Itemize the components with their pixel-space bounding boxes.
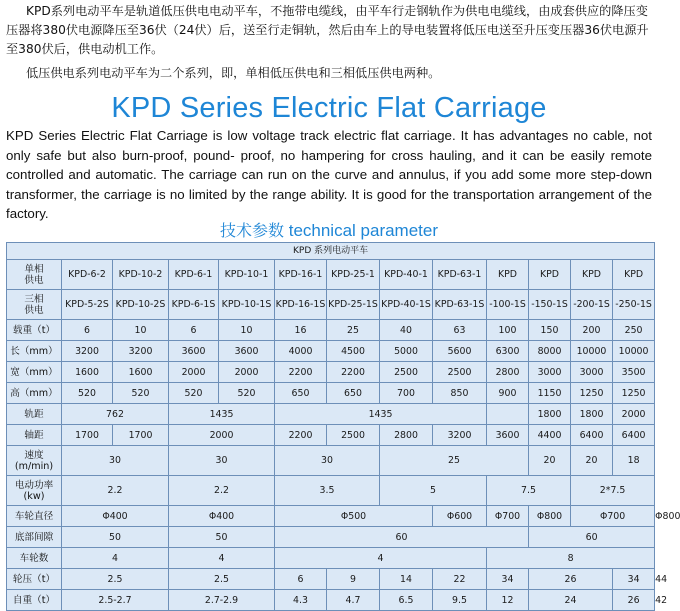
table-cell: 3600 (487, 425, 529, 446)
table-cell: 2800 (380, 425, 433, 446)
table-cell: 1435 (275, 404, 487, 425)
table-cell: 10000 (613, 341, 655, 362)
table-cell: 520 (169, 383, 219, 404)
table-cell: KPD-6-1S (169, 290, 219, 320)
table-cell: 3600 (169, 341, 219, 362)
table-cell: 850 (433, 383, 487, 404)
table-cell: 63 (433, 320, 487, 341)
table-cell: 1600 (113, 362, 169, 383)
table-cell: 2500 (380, 362, 433, 383)
table-cell: KPD-16-1S (275, 290, 327, 320)
table-cell: 22 (433, 569, 487, 590)
table-cell: 3.5 (275, 476, 380, 506)
table-cell: 14 (380, 569, 433, 590)
table-cell: 2.2 (169, 476, 275, 506)
table-cell: 1800 (571, 404, 613, 425)
table-cell: 34 (487, 569, 529, 590)
table-row-clearance (7, 527, 655, 548)
table-row-three-phase (7, 290, 655, 320)
row-label-wheel-pressure: 轮压（t） (7, 569, 62, 590)
table-cell: -100-1S (487, 290, 529, 320)
table-row-wheel-diameter: 车轮直径 Φ400 Φ400 Φ500 Φ600 Φ700 Φ800 Φ700 Φ800 (7, 506, 655, 527)
table-cell: 26 (529, 569, 613, 590)
table-cell: 20 (529, 446, 571, 476)
table-cell: 2200 (275, 362, 327, 383)
table-cell: 5000 (380, 341, 433, 362)
table-cell: -250-1S (613, 290, 655, 320)
table-cell: 1250 (613, 383, 655, 404)
table-cell: 12 (487, 590, 529, 611)
table-cell: 6400 (613, 425, 655, 446)
table-cell: 2000 (219, 362, 275, 383)
table-cell: 40 (380, 320, 433, 341)
table-cell: 700 (380, 383, 433, 404)
table-cell: 4000 (275, 341, 327, 362)
table-row-width (7, 362, 655, 383)
table-cell: 3000 (571, 362, 613, 383)
table-cell: 5600 (433, 341, 487, 362)
table-cell: 3200 (113, 341, 169, 362)
table-cell: KPD-6-1 (169, 260, 219, 290)
table-cell: 6 (275, 569, 327, 590)
table-cell: 4500 (327, 341, 380, 362)
table-cell: 24 (529, 590, 613, 611)
table-cell: Φ700 (571, 506, 655, 527)
table-cell: 2500 (433, 362, 487, 383)
row-label-weight: 自重（t） (7, 590, 62, 611)
table-cell: 1800 (529, 404, 571, 425)
table-row-gauge (7, 404, 655, 425)
row-label-clearance: 底部间隙 (7, 527, 62, 548)
table-caption-row (7, 243, 655, 260)
table-cell: Φ400 (62, 506, 169, 527)
table-cell: -150-1S (529, 290, 571, 320)
table-cell: 1435 (169, 404, 275, 425)
table-cell: 3000 (529, 362, 571, 383)
table-cell: KPD-25-1S (327, 290, 380, 320)
table-cell: 762 (62, 404, 169, 425)
table-cell: KPD (487, 260, 529, 290)
intro-paragraph-cn-1: KPD系列电动平车是轨道低压供电电动平车，不拖带电缆线，由平车行走钢轨作为供电电缆线，由成套供应的降压变压器将380伏电源降压至36伏（24伏）后，送至行走铜轨，然后由车上的导电装置将低压电送至升压变压器36伏电源升至380伏后，供电动机工作。 (6, 4, 649, 56)
table-cell: KPD-40-1S (380, 290, 433, 320)
table-row-wheel-pressure: 轮压（t） 2.5 2.5 6 9 14 22 34 26 34 44 (7, 569, 655, 590)
table-row-load (7, 320, 655, 341)
table-cell: 1700 (62, 425, 113, 446)
table-cell: 8 (487, 548, 655, 569)
table-title-en: technical parameter (288, 221, 439, 240)
table-cell: 2.5 (62, 569, 169, 590)
table-cell: 520 (113, 383, 169, 404)
table-cell: 50 (169, 527, 275, 548)
table-cell: 6 (169, 320, 219, 341)
table-cell: KPD-6-2 (62, 260, 113, 290)
table-cell: 60 (275, 527, 529, 548)
row-label-wheel-count: 车轮数 (7, 548, 62, 569)
row-label-load: 载重（t） (7, 320, 62, 341)
table-cell: 2.5 (169, 569, 275, 590)
table-cell: 650 (275, 383, 327, 404)
table-cell: KPD-25-1 (327, 260, 380, 290)
table-row-weight: 自重（t） 2.5-2.7 2.7-2.9 4.3 4.7 6.5 9.5 12 24 26 42 (7, 590, 655, 611)
table-cell: KPD-10-1 (219, 260, 275, 290)
table-cell: KPD-16-1 (275, 260, 327, 290)
table-cell: 2000 (169, 425, 275, 446)
table-cell: 3200 (433, 425, 487, 446)
table-cell: -200-1S (571, 290, 613, 320)
row-label-wheel-diameter: 车轮直径 (7, 506, 62, 527)
table-cell: 200 (571, 320, 613, 341)
table-cell: 2000 (613, 404, 655, 425)
table-row-length (7, 341, 655, 362)
row-label-single-phase: 单相 供电 (7, 260, 62, 290)
table-caption: KPD 系列电动平车 (7, 243, 655, 260)
table-cell: KPD-63-1S (433, 290, 487, 320)
table-row-wheelbase (7, 425, 655, 446)
table-cell: 2800 (487, 362, 529, 383)
table-cell: 4 (275, 548, 487, 569)
table-cell: 10 (219, 320, 275, 341)
table-row-single-phase (7, 260, 655, 290)
table-cell: 2000 (169, 362, 219, 383)
row-label-power: 电动功率 (kw) (7, 476, 62, 506)
table-cell: 4400 (529, 425, 571, 446)
table-cell: 250 (613, 320, 655, 341)
table-cell: 60 (529, 527, 655, 548)
table-cell: KPD-10-2 (113, 260, 169, 290)
table-row-power (7, 476, 655, 506)
table-cell: 1250 (571, 383, 613, 404)
table-cell: 1700 (113, 425, 169, 446)
table-cell: 9 (327, 569, 380, 590)
table-cell: 4 (169, 548, 275, 569)
table-cell: Φ700 (487, 506, 529, 527)
table-cell: 30 (169, 446, 275, 476)
table-cell: 2*7.5 (571, 476, 655, 506)
table-cell: 2200 (275, 425, 327, 446)
table-cell: 150 (529, 320, 571, 341)
table-row-height (7, 383, 655, 404)
table-cell: 10000 (571, 341, 613, 362)
table-cell: KPD-10-2S (113, 290, 169, 320)
table-cell: 650 (327, 383, 380, 404)
table-cell: 520 (62, 383, 113, 404)
table-cell (487, 404, 529, 425)
table-cell: KPD-40-1 (380, 260, 433, 290)
table-cell: KPD-63-1 (433, 260, 487, 290)
table-cell: KPD-5-2S (62, 290, 113, 320)
row-label-width: 宽（mm） (7, 362, 62, 383)
table-cell: 3200 (62, 341, 113, 362)
table-cell: 2.7-2.9 (169, 590, 275, 611)
table-cell: 1150 (529, 383, 571, 404)
table-cell: 9.5 (433, 590, 487, 611)
table-title-cn: 技术参数 (219, 221, 284, 240)
row-label-length: 长（mm） (7, 341, 62, 362)
table-cell: 100 (487, 320, 529, 341)
table-row-speed (7, 446, 655, 476)
table-cell: 30 (62, 446, 169, 476)
table-cell: 4 (62, 548, 169, 569)
table-cell: KPD (529, 260, 571, 290)
table-cell: 50 (62, 527, 169, 548)
table-cell: 18 (613, 446, 655, 476)
table-cell: 6 (62, 320, 113, 341)
table-cell: 34 (613, 569, 655, 590)
table-title (0, 218, 658, 241)
table-cell: 8000 (529, 341, 571, 362)
row-label-three-phase: 三相 供电 (7, 290, 62, 320)
table-cell: 6.5 (380, 590, 433, 611)
table-cell: KPD (571, 260, 613, 290)
table-cell: 1600 (62, 362, 113, 383)
row-label-speed: 速度 (m/min) (7, 446, 62, 476)
table-cell: Φ800 (529, 506, 571, 527)
table-cell: KPD (613, 260, 655, 290)
intro-paragraph-en: KPD Series Electric Flat Carriage is low voltage track electric flat carriage. It has advantages no cable, not only safe but also burn-proof, pound- proof, no hampering for cross hauling, and it can be easily remote controlled and automatic. The carriage can run on the curve and annulus, if you add some more step-down transformer, the carriage is no limited by the range ability. It is good for the transportation arrangement of the factory. (6, 128, 652, 221)
table-cell: 900 (487, 383, 529, 404)
row-label-gauge: 轨距 (7, 404, 62, 425)
table-cell: Φ600 (433, 506, 487, 527)
table-cell: 30 (275, 446, 380, 476)
table-row-wheel-count (7, 548, 655, 569)
table-cell: KPD-10-1S (219, 290, 275, 320)
spec-table (6, 242, 680, 611)
table-cell: 3600 (219, 341, 275, 362)
table-cell: 2.5-2.7 (62, 590, 169, 611)
table-cell: 25 (380, 446, 529, 476)
table-cell: 5 (380, 476, 487, 506)
table-cell: 6400 (571, 425, 613, 446)
table-cell: 3500 (613, 362, 655, 383)
table-cell: 20 (571, 446, 613, 476)
table-cell: 2.2 (62, 476, 169, 506)
page-heading: KPD Series Electric Flat Carriage (111, 92, 547, 124)
table-cell: 10 (113, 320, 169, 341)
row-label-height: 高（mm） (7, 383, 62, 404)
table-cell: 4.7 (327, 590, 380, 611)
table-cell: 4.3 (275, 590, 327, 611)
intro-paragraph-cn-2: 低压供电系列电动平车为二个系列，即，单相低压供电和三相低压供电两种。 (26, 66, 441, 80)
row-label-wheelbase: 轴距 (7, 425, 62, 446)
table-cell: 25 (327, 320, 380, 341)
table-cell: 520 (219, 383, 275, 404)
table-cell: 2500 (327, 425, 380, 446)
table-cell: 26 (613, 590, 655, 611)
table-cell: 16 (275, 320, 327, 341)
table-cell: 6300 (487, 341, 529, 362)
table-cell: 7.5 (487, 476, 571, 506)
table-cell: 2200 (327, 362, 380, 383)
table-cell: Φ400 (169, 506, 275, 527)
table-cell: Φ500 (275, 506, 433, 527)
